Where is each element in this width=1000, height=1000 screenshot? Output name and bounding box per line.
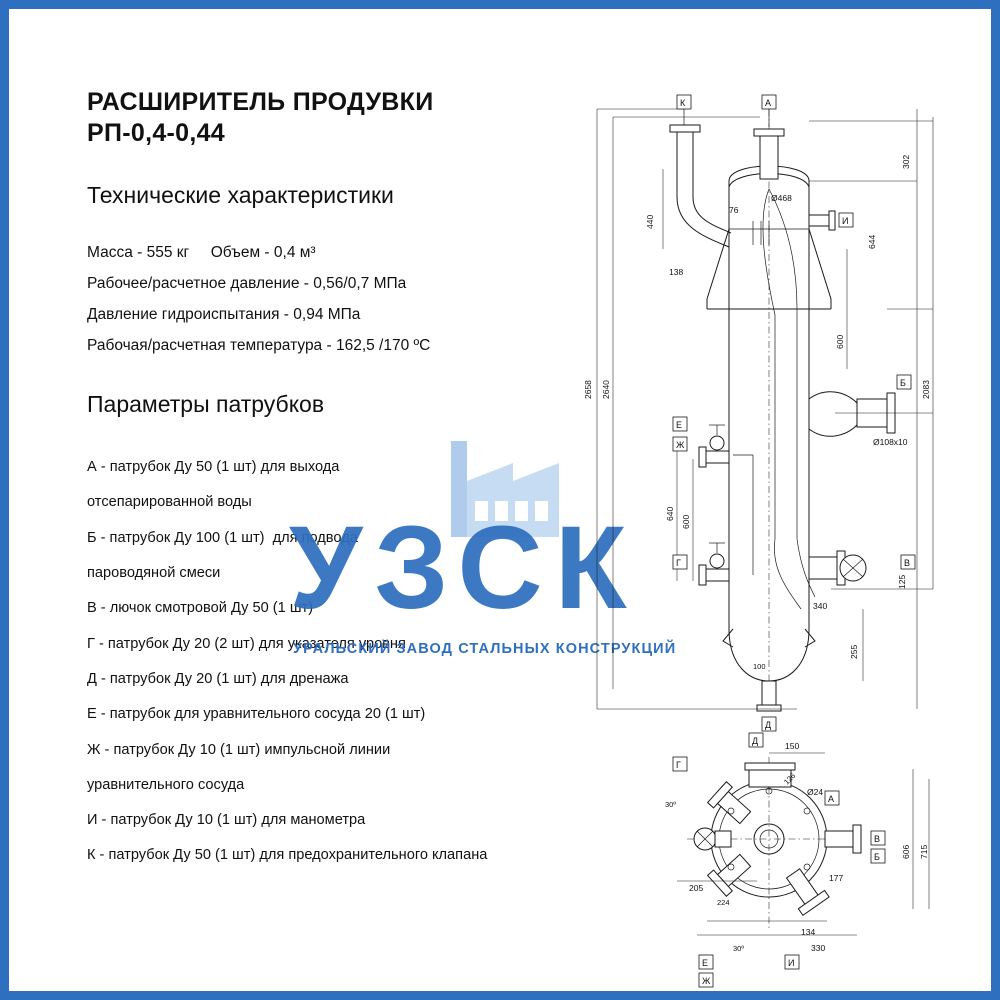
nozzle-item: Д - патрубок Ду 20 (1 шт) для дренажа <box>87 670 349 687</box>
nozzle-item: Ж - патрубок Ду 10 (1 шт) импульсной линии <box>87 741 391 758</box>
nozzles-list <box>87 450 557 874</box>
page-title-line1: РАСШИРИТЕЛЬ ПРОДУВКИ <box>87 88 434 116</box>
top-mark-A <box>825 791 839 805</box>
dim-text: 224 <box>717 898 730 907</box>
dim-text: 340 <box>813 601 828 611</box>
svg-text:Ж: Ж <box>702 976 711 986</box>
nozzle-item: пароводяной смеси <box>87 564 221 581</box>
top-mark-B <box>871 849 885 863</box>
specs-heading: Технические характеристики <box>87 182 394 208</box>
watermark-text: УЗСК <box>289 502 639 634</box>
dim-text: 125 <box>897 574 907 589</box>
dim-text: 30º <box>665 800 677 809</box>
dim-text: 330 <box>811 943 826 953</box>
svg-text:И: И <box>842 216 849 226</box>
dim-text: 100 <box>753 662 766 671</box>
dim-text: 138 <box>669 267 684 277</box>
mark-A <box>762 95 776 127</box>
page-title-line2: РП-0,4-0,44 <box>87 118 226 147</box>
dim-text: 76 <box>729 205 739 215</box>
nozzle-item: Г - патрубок Ду 20 (2 шт) для указателя уровня <box>87 635 406 652</box>
nozzles-heading: Параметры патрубков <box>87 391 325 417</box>
nozzle-item: К - патрубок Ду 50 (1 шт) для предохранительного клапана <box>87 847 488 864</box>
dim-text: 640 <box>665 506 675 521</box>
svg-text:Б: Б <box>900 378 906 388</box>
dim-text: 2658 <box>583 380 593 399</box>
nozzle-item: уравнительного сосуда <box>87 776 245 793</box>
dim-text: 30º <box>733 944 745 953</box>
svg-text:Е: Е <box>676 420 683 430</box>
svg-text:Е: Е <box>702 958 709 968</box>
dim-text: 600 <box>681 514 691 529</box>
top-mark-I <box>785 955 799 969</box>
mark-D <box>762 717 776 731</box>
top-mark-G <box>673 757 687 771</box>
technical-drawing <box>557 69 977 986</box>
dim-text: 302 <box>901 154 911 169</box>
svg-text:Ж: Ж <box>676 440 685 450</box>
dim-text: Ø108х10 <box>873 437 908 447</box>
dim-text: 177 <box>829 873 844 883</box>
front-view <box>583 95 933 731</box>
specs-list <box>87 237 557 361</box>
spec-item: Рабочее/расчетное давление - 0,56/0,7 МПа <box>87 275 407 292</box>
svg-text:И: И <box>788 958 795 968</box>
spec-item: Давление гидроиспытания - 0,94 МПа <box>87 306 361 323</box>
nozzle-item: И - патрубок Ду 10 (1 шт) для манометра <box>87 812 366 829</box>
top-view <box>665 733 929 987</box>
svg-text:Б: Б <box>874 852 880 862</box>
dim-text: 606 <box>901 844 911 859</box>
svg-text:В: В <box>904 558 911 568</box>
top-mark-Zh <box>699 973 713 987</box>
nozzle-item: отсепарированной воды <box>87 494 252 511</box>
svg-text:Г: Г <box>676 760 681 770</box>
dim-text: 600 <box>835 334 845 349</box>
nozzle-item: Е - патрубок для уравнительного сосуда 20 (1 шт) <box>87 706 426 723</box>
mark-V <box>901 555 915 569</box>
spec-item: Рабочая/расчетная температура - 162,5 /170 ºС <box>87 337 431 354</box>
info-column <box>87 87 557 874</box>
dim-text: 440 <box>645 214 655 229</box>
dim-text: 126 <box>782 771 798 787</box>
nozzle-item: Б - патрубок Ду 100 (1 шт) для подвода <box>87 529 358 546</box>
svg-text:В: В <box>874 834 881 844</box>
page-title <box>87 87 557 148</box>
spec-item: Масса - 555 кг Объем - 0,4 м³ <box>87 244 316 261</box>
mark-E <box>673 417 687 451</box>
svg-text:Д: Д <box>765 720 772 730</box>
nozzle-item: А - патрубок Ду 50 (1 шт) для выхода <box>87 459 340 475</box>
dim-text: 150 <box>785 741 800 751</box>
mark-B <box>897 375 911 389</box>
dim-text: 2640 <box>601 380 611 399</box>
dim-text: Ø468 <box>771 193 792 203</box>
svg-text:А: А <box>765 98 772 108</box>
dim-text: 205 <box>689 883 704 893</box>
svg-text:А: А <box>828 794 835 804</box>
dim-text: 2083 <box>921 380 931 399</box>
watermark-subtitle: УРАЛЬСКИЙ ЗАВОД СТАЛЬНЫХ КОНСТРУКЦИЙ <box>293 641 677 657</box>
dim-text: 644 <box>867 234 877 249</box>
top-mark-E <box>699 955 713 969</box>
dim-text: 715 <box>919 844 929 859</box>
svg-text:К: К <box>680 98 686 108</box>
svg-text:Д: Д <box>752 736 759 746</box>
dim-text: 134 <box>801 927 816 937</box>
mark-K <box>677 95 691 125</box>
top-mark-D <box>749 733 763 747</box>
mark-I <box>839 213 853 227</box>
dim-text: Ø24 <box>807 787 824 797</box>
dim-text: 255 <box>849 644 859 659</box>
mark-G <box>673 555 687 569</box>
top-mark-V <box>871 831 885 845</box>
nozzle-item: В - лючок смотровой Ду 50 (1 шт) <box>87 600 314 617</box>
svg-text:Г: Г <box>676 558 681 568</box>
